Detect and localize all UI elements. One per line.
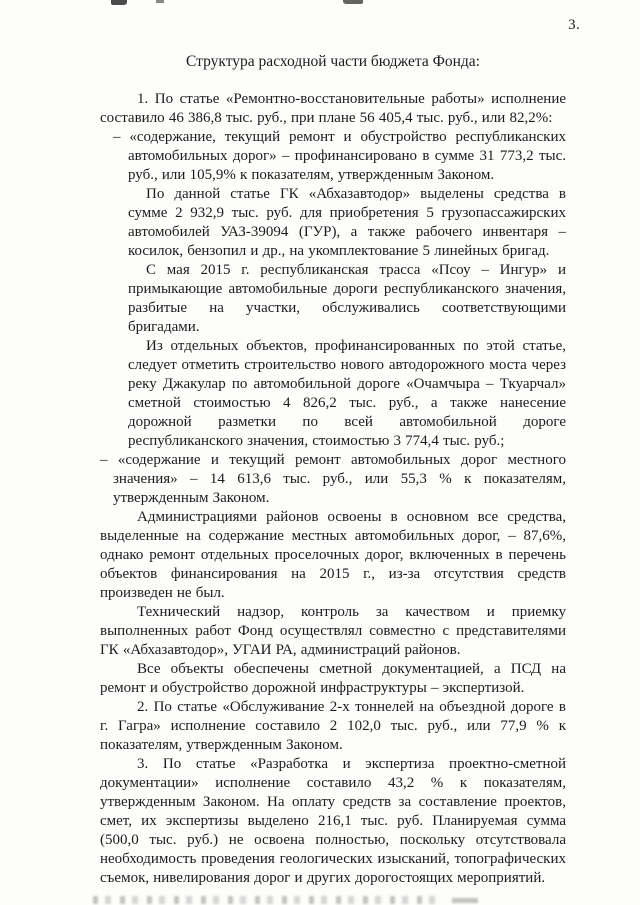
sub-paragraph-bridge-dzhakular: Из отдельных объектов, профинансированных по этой статье, следует отметить строительство нового автодорожного моста через реку Джакулар по автомобильной дороге «Очамчыра – Ткуарчал» сметной стоимостью 4 826,2 тыс. руб., а также нанесение дорожной разметки по всей автомобильной дороге республиканского значения, стоимостью 3 774,4 тыс. руб.;: [128, 338, 566, 449]
document-body: [100, 52, 566, 888]
scan-artifact-top-3: [343, 0, 363, 4]
paragraph-article-3: 3. По статье «Разработка и экспертиза проектно-сметной документации» исполнение составило 43,2 % к показателям, утвержденным Законом. На оплату средств за составление проектов, смет, их экспертизы выделено 216,1 тыс. руб. Планируемая сумма (500,0 тыс. руб.) не освоена полностью, поскольку отсутствовала необходимость проведения геологических изысканий, топографических съемок, нивелирования дорог и других дорогостоящих мероприятий.: [100, 756, 566, 886]
paragraph-article-1: 1. По статье «Ремонтно-восстановительные работы» исполнение составило 46 386,8 тыс. руб., при плане 56 405,4 тыс. руб., или 82,2%:: [100, 91, 566, 126]
document-title: Структура расходной части бюджета Фонда:: [186, 53, 480, 70]
page-number: 3.: [568, 17, 580, 33]
paragraph-article-2: 2. По статье «Обслуживание 2-х тоннелей на объездной дороге в г. Гагра» исполнение составило 2 102,0 тыс. руб., или 77,9 % к показателям, утвержденным Законом.: [100, 699, 566, 753]
sub-paragraph-abkhazavtodor: По данной статье ГК «Абхазавтодор» выделены средства в сумме 2 932,9 тыс. руб. для приобретения 5 грузопассажирских автомобилей УАЗ-39094 (ГУР), а также рабочего инвентаря – косилок, бензопил и др., на укомплектование 5 линейных бригад.: [128, 186, 566, 259]
scan-artifact-top-1: [111, 0, 127, 5]
paragraph-district-administrations: Администрациями районов освоены в основном все средства, выделенные на содержание местных автомобильных дорог, – 87,6%, однако ремонт отдельных проселочных дорог, включенных в перечень объектов финансирования на 2015 г., из-за отсутствия средств произведен не был.: [100, 509, 566, 601]
dash-item-republican-roads: – «содержание, текущий ремонт и обустройство республиканских автомобильных дорог» – профинансировано в сумме 31 773,2 тыс. руб., или 105,9% к показателям, утвержденным Законом.: [113, 129, 566, 183]
dash-item-local-roads: – «содержание и текущий ремонт автомобильных дорог местного значения» – 14 613,6 тыс. руб., или 55,3 % к показателям, утвержденным Законом.: [100, 452, 566, 506]
scan-artifact-top-2: [156, 0, 164, 3]
sub-paragraph-psou-ingur: С мая 2015 г. республиканская трасса «Псоу – Ингур» и примыкающие автомобильные дороги республиканского значения, разбитые на участки, обслуживались соответствующими бригадами.: [128, 262, 566, 335]
scan-artifact-bottom-2: [452, 898, 478, 903]
scan-artifact-bottom-1: [93, 896, 438, 904]
paragraph-technical-supervision: Технический надзор, контроль за качеством и приемку выполненных работ Фонд осуществлял совместно с представителями ГК «Абхазавтодор», УГАИ РА, администраций районов.: [100, 604, 566, 658]
paragraph-documentation: Все объекты обеспечены сметной документацией, а ПСД на ремонт и обустройство дорожной инфраструктуры – экспертизой.: [100, 661, 566, 696]
